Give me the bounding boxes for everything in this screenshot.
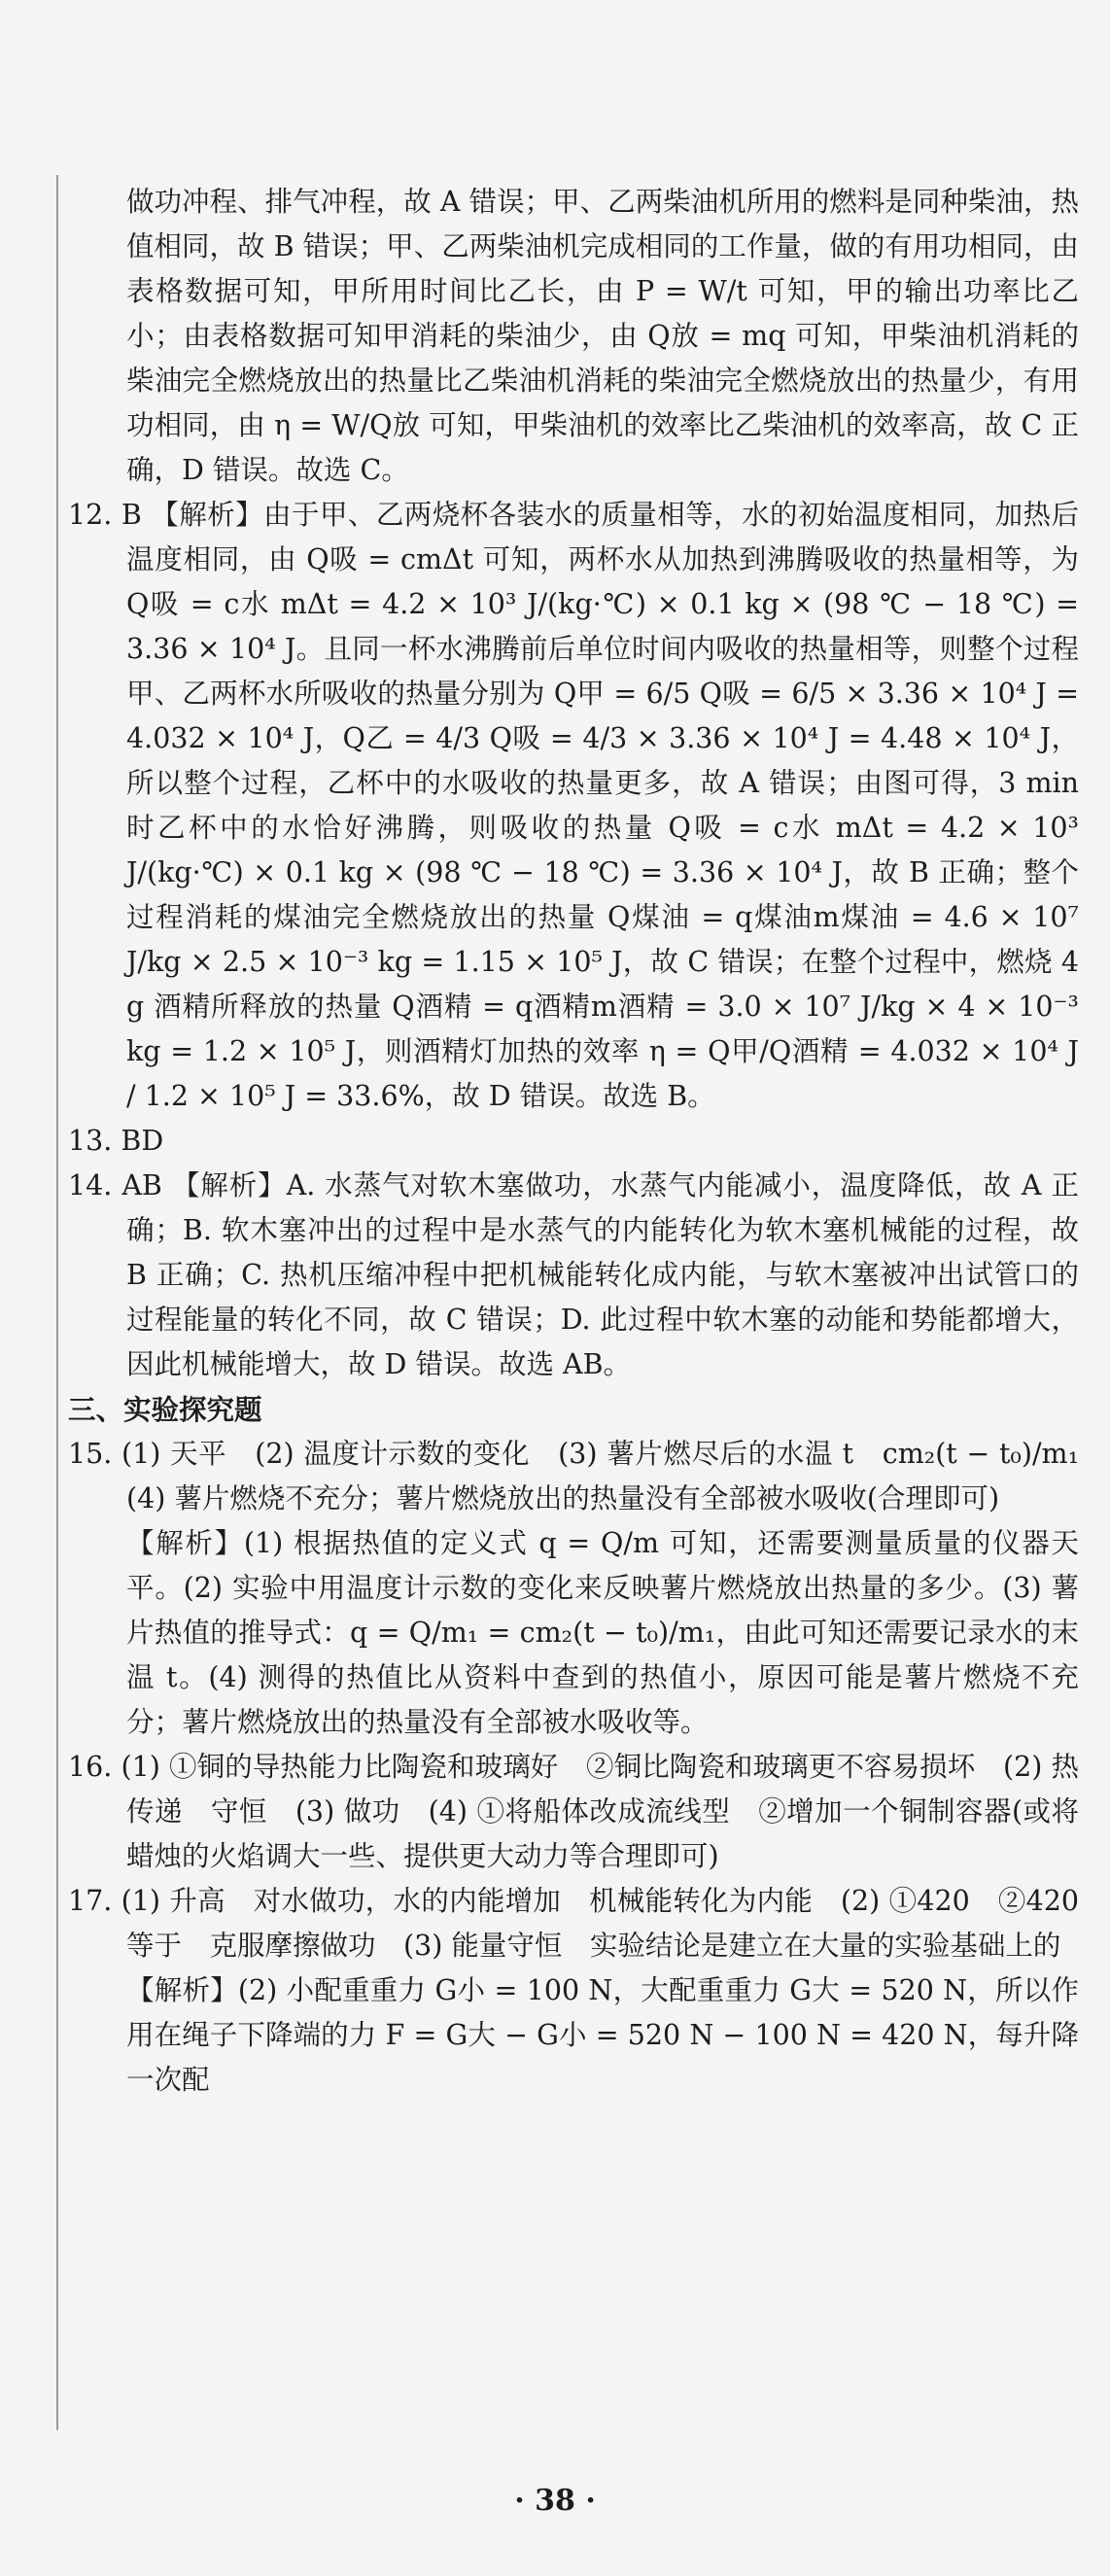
paragraph-q15-analysis: 【解析】(1) 根据热值的定义式 q = Q/m 可知，还需要测量质量的仪器天平。(2) 实验中用温度计示数的变化来反映薯片燃烧放出热量的多少。(3) 薯片热值的推导式：q = Q/m₁ = cm₂(t − t₀)/m₁，由此可知还需要记录水的末温 t。(4) 测得的热值比从资料中查到的热值小，原因可能是薯片燃烧不充分；薯片燃烧放出的热量没有全部被水吸收等。 bbox=[126, 1527, 1079, 1738]
paragraph-q17-answer: 17. (1) 升高 对水做功，水的内能增加 机械能转化为内能 (2) ①420 ②420 等于 克服摩擦做功 (3) 能量守恒 实验结论是建立在大量的实验基础上的 bbox=[68, 1885, 1107, 1962]
paragraph-q13: 13. BD bbox=[68, 1125, 164, 1157]
page-number: · 38 · bbox=[514, 2484, 596, 2518]
answer-content bbox=[68, 180, 1107, 2103]
paragraph-q15-answer: 15. (1) 天平 (2) 温度计示数的变化 (3) 薯片燃尽后的水温 t cm₂(t − t₀)/m₁ (4) 薯片燃烧不充分；薯片燃烧放出的热量没有全部被水吸收(合理即可) bbox=[68, 1438, 1107, 1514]
paragraph-q11-continuation: 做功冲程、排气冲程，故 A 错误；甲、乙两柴油机所用的燃料是同种柴油，热值相同，故 B 错误；甲、乙两柴油机完成相同的工作量，做的有用功相同，由表格数据可知，甲所用时间比乙长，由 P = W/t 可知，甲的输出功率比乙小；由表格数据可知甲消耗的柴油少，由 Q放 = mq 可知，甲柴油机消耗的柴油完全燃烧放出的热量比乙柴油机消耗的柴油完全燃烧放出的热量少，有用功相同，由 η = W/Q放 可知，甲柴油机的效率比乙柴油机的效率高，故 C 正确，D 错误。故选 C。 bbox=[126, 186, 1079, 486]
paragraph-q14: 14. AB 【解析】A. 水蒸气对软木塞做功，水蒸气内能减小，温度降低，故 A 正确；B. 软木塞冲出的过程中是水蒸气的内能转化为软木塞机械能的过程，故 B 正确；C. 热机压缩冲程中把机械能转化成内能，与软木塞被冲出试管口的过程能量的转化不同，故 C 错误；D. 此过程中软木塞的动能和势能都增大，因此机械能增大，故 D 错误。故选 AB。 bbox=[68, 1169, 1079, 1380]
paragraph-q17-analysis: 【解析】(2) 小配重重力 G小 = 100 N，大配重重力 G大 = 520 N，所以作用在绳子下降端的力 F = G大 − G小 = 520 N − 100 N = 420 N，每升降一次配 bbox=[126, 1974, 1079, 2096]
left-margin-rule bbox=[56, 175, 58, 2430]
paragraph-q12: 12. B 【解析】由于甲、乙两烧杯各装水的质量相等，水的初始温度相同，加热后温度相同，由 Q吸 = cmΔt 可知，两杯水从加热到沸腾吸收的热量相等，为 Q吸 = c水 mΔt = 4.2 × 10³ J/(kg·℃) × 0.1 kg × (98 ℃ − 18 ℃) = 3.36 × 10⁴ J。且同一杯水沸腾前后单位时间内吸收的热量相等，则整个过程甲、乙两杯水所吸收的热量分别为 Q甲 = 6/5 Q吸 = 6/5 × 3.36 × 10⁴ J = 4.032 × 10⁴ J，Q乙 = 4/3 Q吸 = 4/3 × 3.36 × 10⁴ J = 4.48 × 10⁴ J，所以整个过程，乙杯中的水吸收的热量更多，故 A 错误；由图可得，3 min 时乙杯中的水恰好沸腾，则吸收的热量 Q吸 = c水 mΔt = 4.2 × 10³ J/(kg·℃) × 0.1 kg × (98 ℃ − 18 ℃) = 3.36 × 10⁴ J，故 B 正确；整个过程消耗的煤油完全燃烧放出的热量 Q煤油 = q煤油m煤油 = 4.6 × 10⁷ J/kg × 2.5 × 10⁻³ kg = 1.15 × 10⁵ J，故 C 错误；在整个过程中，燃烧 4 g 酒精所释放的热量 Q酒精 = q酒精m酒精 = 3.0 × 10⁷ J/kg × 4 × 10⁻³ kg = 1.2 × 10⁵ J，则酒精灯加热的效率 η = Q甲/Q酒精 = 4.032 × 10⁴ J / 1.2 × 10⁵ J = 33.6%，故 D 错误。故选 B。 bbox=[68, 499, 1079, 1112]
section-heading-experiment: 三、实验探究题 bbox=[68, 1393, 262, 1426]
paragraph-q16: 16. (1) ①铜的导热能力比陶瓷和玻璃好 ②铜比陶瓷和玻璃更不容易损坏 (2) 热传递 守恒 (3) 做功 (4) ①将船体改成流线型 ②增加一个铜制容器(或将蜡烛的火焰调大一些、提供更大动力等合理即可) bbox=[68, 1751, 1079, 1872]
